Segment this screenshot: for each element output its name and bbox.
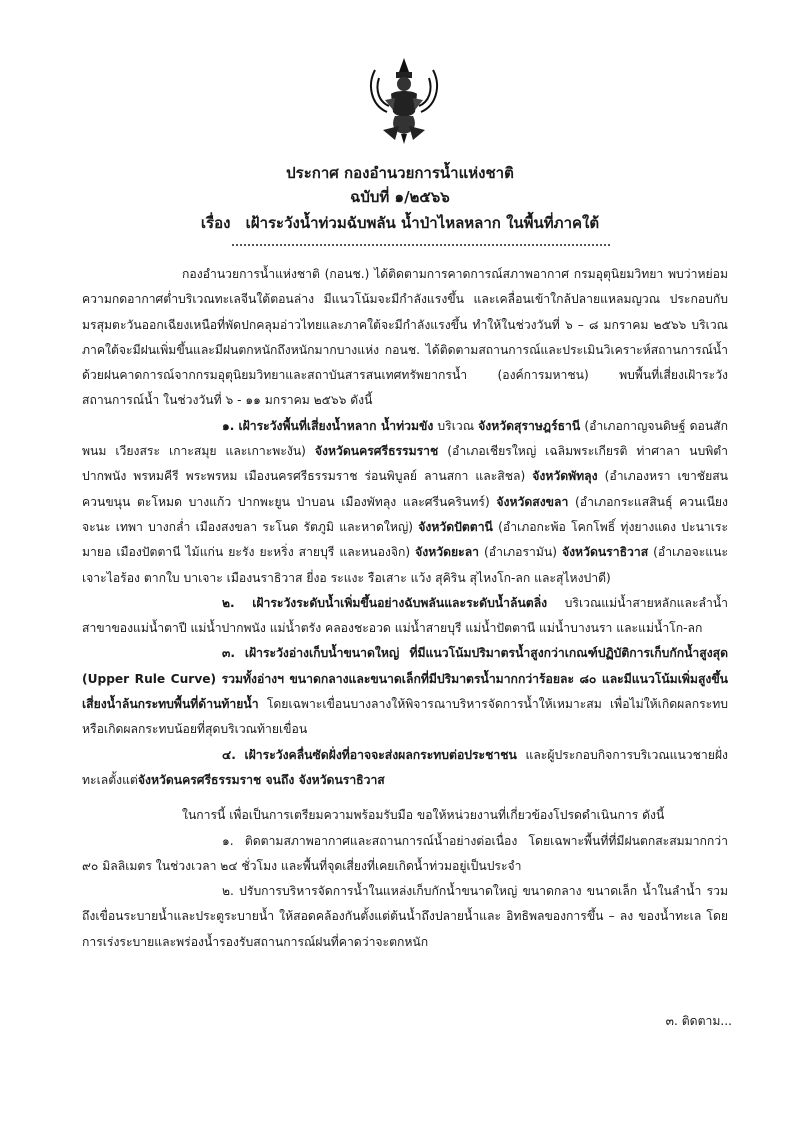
province-name: จังหวัดพัทลุง <box>532 469 598 484</box>
province-name: จังหวัดปัตตานี <box>418 519 493 534</box>
spacer <box>82 793 728 803</box>
warning-title: เฝ้าระวังระดับน้ำเพิ่มขึ้นอย่างฉับพลันและระดับน้ำล้นตลิ่ง <box>252 595 548 610</box>
warning-number: ๑. <box>222 418 235 433</box>
district-list: (อำเภองหรา เขาชัยสน ควนขนุน ตะโหมด บางแก้ว ปากพะยูน ป่าบอน เมืองพัทลุง และศรีนครินทร์) <box>82 469 728 509</box>
action-text: ปรับการบริหารจัดการน้ำในแหล่งเก็บกักน้ำขนาดใหญ่ ขนาดกลาง ขนาดเล็ก น้ำในลำน้ำ รวมถึงเขื่อนระบายน้ำและประตูระบายน้ำ ให้สอดคล้องกันตั้งแต่ต้นน้ำถึงปลายน้ำและ อิทธิพลของการขึ้น – ลง ของน้ำทะเล โดยการเร่งระบายและพร่องน้ำรองรับสถานการณ์ฝนที่คาดว่าจะตกหนัก <box>82 884 729 949</box>
district-list: (อำเภอกระแสสินธุ์ ควนเนียง จะนะ เทพา บางกล่ำ เมืองสงขลา ระโนด รัตภูมิ และหาดใหญ่) <box>82 494 728 534</box>
warning-text: บริเวณแม่น้ำสายหลักและลำน้ำสาขาของแม่น้ำตาปี แม่น้ำปากพนัง แม่น้ำตรัง คลองชะอวด แม่น้ำสายบุรี แม่น้ำปัตตานี แม่น้ำบางนรา และแม่น้ำโก-ลก <box>82 595 728 636</box>
province-name: จังหวัดนราธิวาส <box>561 545 649 560</box>
action-item-1 <box>82 829 728 880</box>
action-text: ติดตามสภาพอากาศและสถานการณ์น้ำอย่างต่อเนื่อง โดยเฉพาะพื้นที่ที่มีฝนตกสะสมมากกว่า ๙๐ มิลลิเมตร ในช่วงเวลา ๒๔ ชั่วโมง และพื้นที่จุดเสี่ยงที่เคยเกิดน้ำท่วมอยู่เป็นประจำ <box>82 833 728 873</box>
warning-item-1 <box>82 414 728 591</box>
province-name: จังหวัดสุราษฎร์ธานี <box>478 418 581 433</box>
warning-text: โดยเฉพาะเขื่อนบางลางให้พิจารณาบริหารจัดการน้ำให้เหมาะสม เพื่อไม่ให้เกิดผลกระทบหรือเกิดผลกระทบน้อยที่สุดบริเวณท้ายเขื่อน <box>82 697 728 737</box>
garuda-emblem-icon <box>365 50 443 146</box>
warning-item-4 <box>82 743 728 794</box>
district-list: (อำเภอกาญจนดิษฐ์ ดอนสัก พนม เวียงสระ เกาะสมุย และเกาะพะงัน) <box>82 418 728 459</box>
warning-title: เฝ้าระวังพื้นที่เสี่ยงน้ำหลาก น้ำท่วมขัง <box>238 418 434 433</box>
province-name: จังหวัดนครศรีธรรมราช <box>314 444 439 459</box>
page-continuation: ๓. ติดตาม... <box>665 1014 732 1028</box>
warning-title: เฝ้าระวังอ่างเก็บน้ำขนาดใหญ่ ที่มีแนวโน้มปริมาตรน้ำสูงกว่าเกณฑ์ปฏิบัติการเก็บกักน้ำสูงสุด (Upper Rule Curve) รวมทั้งอ่างฯ ขนาดกลางและขนาดเล็กที่มีปริมาตรน้ำมากกว่าร้อยละ ๘๐ และมีแนวโน้มเพิ่มสูงขึ้น เสี่ยงน้ำล้นกระทบพื้นที่ด้านท้ายน้ำ <box>82 646 728 712</box>
warning-text: และผู้ประกอบกิจการบริเวณแนวชายฝั่งทะเลตั้งแต่ <box>82 747 728 787</box>
subject-text: เฝ้าระวังน้ำท่วมฉับพลัน น้ำป่าไหลหลาก ในพื้นที่ภาคใต้ <box>245 214 600 232</box>
warning-number: ๒. <box>222 595 235 610</box>
dotted-divider <box>232 244 610 246</box>
province-range: จังหวัดนครศรีธรรมราช จนถึง จังหวัดนราธิวาส <box>137 772 385 787</box>
province-name: จังหวัดสงขลา <box>496 494 569 509</box>
issue-number: ฉบับที่ ๑/๒๕๖๖ <box>350 188 450 206</box>
province-name: จังหวัดยะลา <box>415 545 480 560</box>
district-list: (อำเภอรามัน) <box>479 545 562 560</box>
intro-paragraph: กองอำนวยการน้ำแห่งชาติ (กอนช.) ได้ติดตามการคาดการณ์สภาพอากาศ กรมอุตุนิยมวิทยา พบว่าหย่อมความกดอากาศต่ำบริเวณทะเลจีนใต้ตอนล่าง มีแนวโน้มจะมีกำลังแรงขึ้น และเคลื่อนเข้าใกล้ปลายแหลมญวณ ประกอบกับมรสุมตะวันออกเฉียงเหนือที่พัดปกคลุมอ่าวไทยและภาคใต้จะมีกำลังแรงขึ้น ทำให้ในช่วงวันที่ ๖ – ๘ มกราคม ๒๕๖๖ บริเวณภาคใต้จะมีฝนเพิ่มขึ้นและมีฝนตกหนักถึงหนักมากบางแห่ง กอนช. ได้ติดตามสถานการณ์และประเมินวิเคราะห์สถานการณ์น้ำด้วยฝนคาดการณ์จากกรมอุตุนิยมวิทยาและสถาบันสารสนเทศทรัพยากรน้ำ (องค์การมหาชน) พบพื้นที่เสี่ยงเฝ้าระวังสถานการณ์น้ำ ในช่วงวันที่ ๖ - ๑๑ มกราคม ๒๕๖๖ ดังนี้ <box>82 267 728 408</box>
warning-item-3 <box>82 641 728 742</box>
warning-number: ๓. <box>222 646 235 661</box>
subject-line <box>0 213 800 233</box>
action-number: ๒. <box>222 884 234 899</box>
warning-text: บริเวณ <box>433 418 479 433</box>
action-number: ๑. <box>222 833 234 848</box>
district-list: (อำเภอกะพ้อ โคกโพธิ์ ทุ่งยางแดง ปะนาเระ มายอ เมืองปัตตานี ไม้แก่น ยะรัง ยะหริ่ง สายบุรี และหนองจิก) <box>82 519 728 560</box>
district-list: (อำเภอเชียรใหญ่ เฉลิมพระเกียรติ ท่าศาลา นบพิตำ ปากพนัง พรหมคีรี พระพรหม เมืองนครศรีธรรมราช ร่อนพิบูลย์ ลานสกา และสิชล) <box>82 444 728 484</box>
district-list: (อำเภอจะแนะ เจาะไอร้อง ตากใบ บาเจาะ เมืองนราธิวาส ยี่งอ ระแงะ รือเสาะ แว้ง สุคิริน สุไหงโก-ลก และสุไหงปาดี) <box>82 545 728 585</box>
action-item-2 <box>82 879 728 955</box>
subject-label: เรื่อง <box>200 214 231 232</box>
warning-item-2 <box>82 591 728 642</box>
actions-intro: ในการนี้ เพื่อเป็นการเตรียมความพร้อมรับมือ ขอให้หน่วยงานที่เกี่ยวข้องโปรดดำเนินการ ดังนี้ <box>182 808 665 823</box>
document-body <box>82 262 728 955</box>
warning-number: ๔. <box>222 747 236 762</box>
announcement-title: ประกาศ กองอำนวยการน้ำแห่งชาติ <box>286 164 514 182</box>
warning-title: เฝ้าระวังคลื่นซัดฝั่งที่อาจจะส่งผลกระทบต่อประชาชน <box>244 747 517 762</box>
